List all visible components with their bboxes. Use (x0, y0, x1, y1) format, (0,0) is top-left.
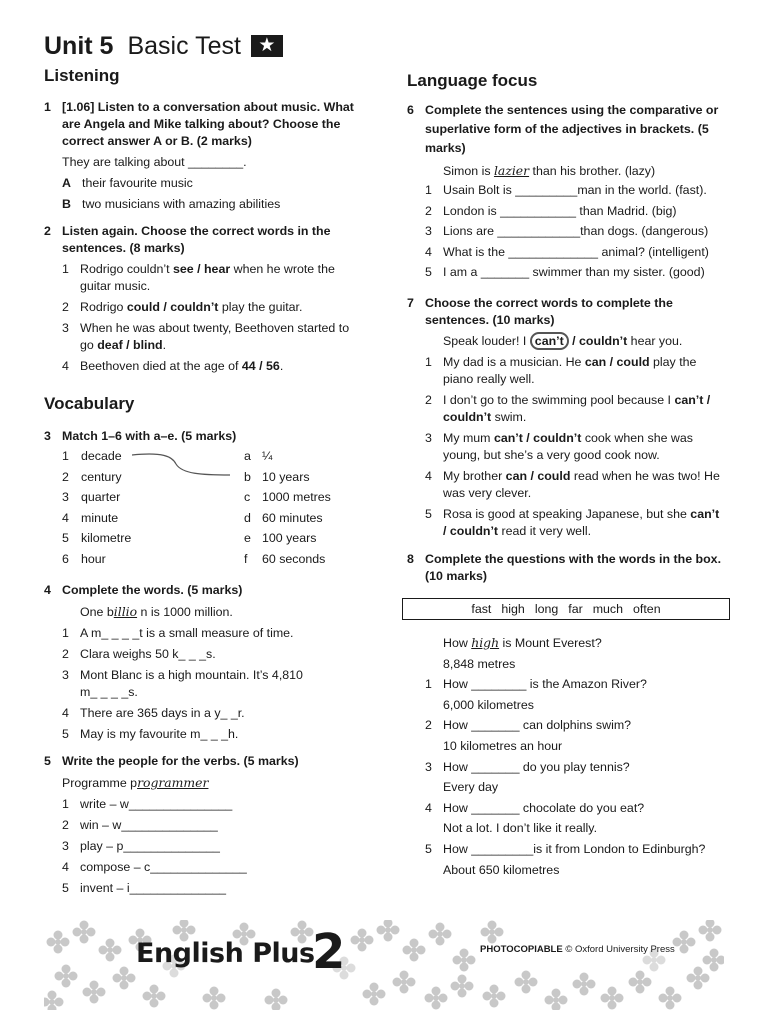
choice-words[interactable]: can’t / couldn’t (443, 393, 711, 424)
match-right-item[interactable]: 100 years (262, 531, 317, 546)
question-5 (44, 753, 356, 897)
list-item: 1 My dad is a musician. He can / could play the piano really well. (425, 355, 697, 386)
question-4-instruction: 4 Complete the words. (5 marks) (44, 583, 243, 597)
list-item[interactable]: 4 What is the _____________ animal? (intelligent) (425, 244, 709, 259)
list-item[interactable]: 5 invent – i______________ (62, 881, 227, 895)
box-word: much (592, 602, 624, 616)
example-line: One billio n is 1000 million. (80, 604, 233, 619)
test-title: Basic Test (127, 32, 241, 60)
list-item[interactable]: 5 May is my favourite m_ _ _h. (62, 727, 239, 741)
list-item: 2 I don’t go to the swimming pool because I can’t / couldn’t swim. (425, 393, 711, 424)
box-word: often (633, 602, 661, 616)
example-line: Simon is lazier than his brother. (lazy) (443, 163, 656, 178)
list-item[interactable]: 2 Clara weighs 50 k_ _ _s. (62, 647, 216, 661)
list-item[interactable]: 5 I am a _______ swimmer than my sister. (good) (425, 265, 705, 280)
match-right-item[interactable]: ¼ (262, 449, 273, 463)
option-a[interactable]: A their favourite music (62, 176, 193, 190)
list-item[interactable]: 3 play – p______________ (62, 839, 220, 853)
question-1-prompt: They are talking about ________. (62, 155, 247, 169)
copyright-notice: PHOTOCOPIABLE © Oxford University Press (480, 944, 675, 955)
choice-words[interactable]: could / couldn’t (126, 300, 219, 314)
question-4 (44, 582, 356, 743)
match-row: 1 decade a ¼ (62, 449, 273, 463)
brand-logo: English Plus (136, 938, 315, 969)
answer-line: Every day (443, 780, 499, 795)
question-1 (44, 99, 356, 213)
choice-words[interactable]: deaf / blind (97, 338, 163, 352)
list-item: 1 Rodrigo couldn’t see / hear when he wrote the guitar music. (62, 262, 335, 293)
list-item[interactable]: 3 Mont Blanc is a high mountain. It’s 4,810 m_ _ _ _s. (62, 668, 303, 699)
box-word: far (568, 602, 583, 616)
handwritten-answer: high (471, 635, 500, 650)
handwritten-answer: rogrammer (137, 775, 209, 790)
answer-line: 6,000 kilometres (443, 697, 534, 712)
match-left-item[interactable]: decade (81, 449, 122, 463)
question-5-instruction: 5 Write the people for the verbs. (5 marks) (44, 754, 299, 768)
list-item: 4 Beethoven died at the age of 44 / 56. (62, 359, 284, 373)
page-title (44, 32, 283, 61)
choice-words[interactable]: see / hear (172, 262, 231, 276)
handwritten-answer: lazier (493, 163, 530, 178)
list-item[interactable]: 2 How _______ can dolphins swim? (425, 718, 632, 733)
list-item[interactable]: 4 compose – c______________ (62, 860, 247, 874)
option-b[interactable]: B two musicians with amazing abilities (62, 197, 281, 211)
list-item[interactable]: 1 Usain Bolt is _________man in the world. (fast). (425, 183, 707, 197)
handwritten-answer: illio (113, 604, 138, 619)
choice-words[interactable]: can / could (584, 355, 650, 369)
question-6 (407, 101, 725, 283)
answer-line: 10 kilometres an hour (443, 738, 563, 753)
list-item[interactable]: 1 write – w_______________ (62, 797, 233, 811)
match-row: 2 century b 10 years (62, 469, 310, 484)
match-right-item[interactable]: 1000 metres (262, 490, 331, 505)
question-8-instruction: 8 Complete the questions with the words in the box. (10 marks) (407, 552, 722, 583)
match-row: 4 minute d 60 minutes (62, 510, 323, 525)
list-item: 3 When he was about twenty, Beethoven started to go deaf / blind. (62, 321, 350, 352)
list-item[interactable]: 1 How ________ is the Amazon River? (425, 677, 647, 692)
choice-words[interactable]: can / could (505, 469, 571, 483)
section-title-vocabulary: Vocabulary (44, 394, 135, 413)
section-title-listening: Listening (44, 66, 120, 85)
footer-banner (44, 920, 724, 1010)
match-row: 3 quarter c 1000 metres (62, 490, 331, 505)
match-left-item[interactable]: century (81, 469, 122, 484)
star-icon: ★ (251, 35, 283, 57)
section-title-language-focus: Language focus (407, 71, 538, 90)
list-item[interactable]: 1 A m_ _ _ _t is a small measure of time. (62, 626, 294, 640)
circled-answer: can’t (530, 332, 569, 350)
match-right-item[interactable]: 60 seconds (262, 551, 326, 566)
level-number: 2 (312, 924, 346, 980)
choice-words[interactable]: 44 / 56 (241, 359, 280, 373)
box-word: fast (471, 602, 492, 616)
list-item[interactable]: 5 How _________is it from London to Edinburgh? (425, 841, 706, 856)
question-8 (407, 633, 725, 880)
match-row: 5 kilometre e 100 years (62, 531, 317, 546)
list-item[interactable]: 3 Lions are ____________than dogs. (dangerous) (425, 224, 709, 239)
list-item: 2 Rodrigo could / couldn’t play the guitar. (62, 300, 303, 314)
question-2 (44, 223, 356, 375)
question-6-instruction: 6 Complete the sentences using the comparative or superlative form of the adjectives in brackets. (5 marks) (407, 103, 719, 155)
match-left-item[interactable]: quarter (81, 490, 121, 505)
question-7-instruction: 7 Choose the correct words to complete the sentences. (10 marks) (407, 296, 673, 327)
question-8-instruction-block (407, 551, 725, 585)
match-left-item[interactable]: kilometre (81, 531, 132, 546)
list-item: 5 Rosa is good at speaking Japanese, but she can’t / couldn’t read it very well. (425, 507, 720, 538)
list-item[interactable]: 4 How _______ chocolate do you eat? (425, 800, 645, 815)
example-line: Speak louder! I can’t / couldn’t hear you. (443, 334, 683, 348)
list-item[interactable]: 2 London is ___________ than Madrid. (big) (425, 203, 677, 218)
match-left-item[interactable]: hour (81, 551, 106, 566)
box-word: long (534, 602, 559, 616)
list-item[interactable]: 4 There are 365 days in a y_ _r. (62, 706, 245, 720)
example-line: Programme programmer (62, 775, 209, 790)
list-item[interactable]: 3 How _______ do you play tennis? (425, 759, 630, 774)
example-answer: 8,848 metres (443, 656, 516, 671)
question-3 (44, 428, 356, 572)
question-1-instruction: 1 [1.06] Listen to a conversation about music. What are Angela and Mike talking about? Choose the correct answer A or B. (2 marks) (44, 100, 354, 148)
question-3-instruction: 3 Match 1–6 with a–e. (5 marks) (44, 429, 237, 443)
unit-label: Unit 5 (44, 32, 114, 60)
list-item: 3 My mum can’t / couldn’t cook when she was young, but she’s a very good cook now. (425, 431, 693, 462)
choice-words[interactable]: can’t / couldn’t (443, 507, 720, 538)
list-item: 4 My brother can / could read when he was two! He was very clever. (425, 469, 720, 500)
example-line: How high is Mount Everest? (443, 635, 602, 650)
box-word: high (501, 602, 525, 616)
choice-words[interactable]: can’t / couldn’t (493, 431, 582, 445)
word-box (402, 598, 730, 620)
match-right-item[interactable]: 10 years (262, 469, 310, 484)
match-left-item[interactable]: minute (81, 510, 119, 525)
match-row: 6 hour f 60 seconds (62, 551, 326, 566)
list-item[interactable]: 2 win – w______________ (62, 818, 218, 832)
answer-line: Not a lot. I don’t like it really. (443, 821, 598, 836)
question-7 (407, 295, 725, 540)
answer-line: About 650 kilometres (443, 862, 560, 877)
question-2-instruction: 2 Listen again. Choose the correct words in the sentences. (8 marks) (44, 224, 331, 255)
match-right-item[interactable]: 60 minutes (262, 510, 323, 525)
